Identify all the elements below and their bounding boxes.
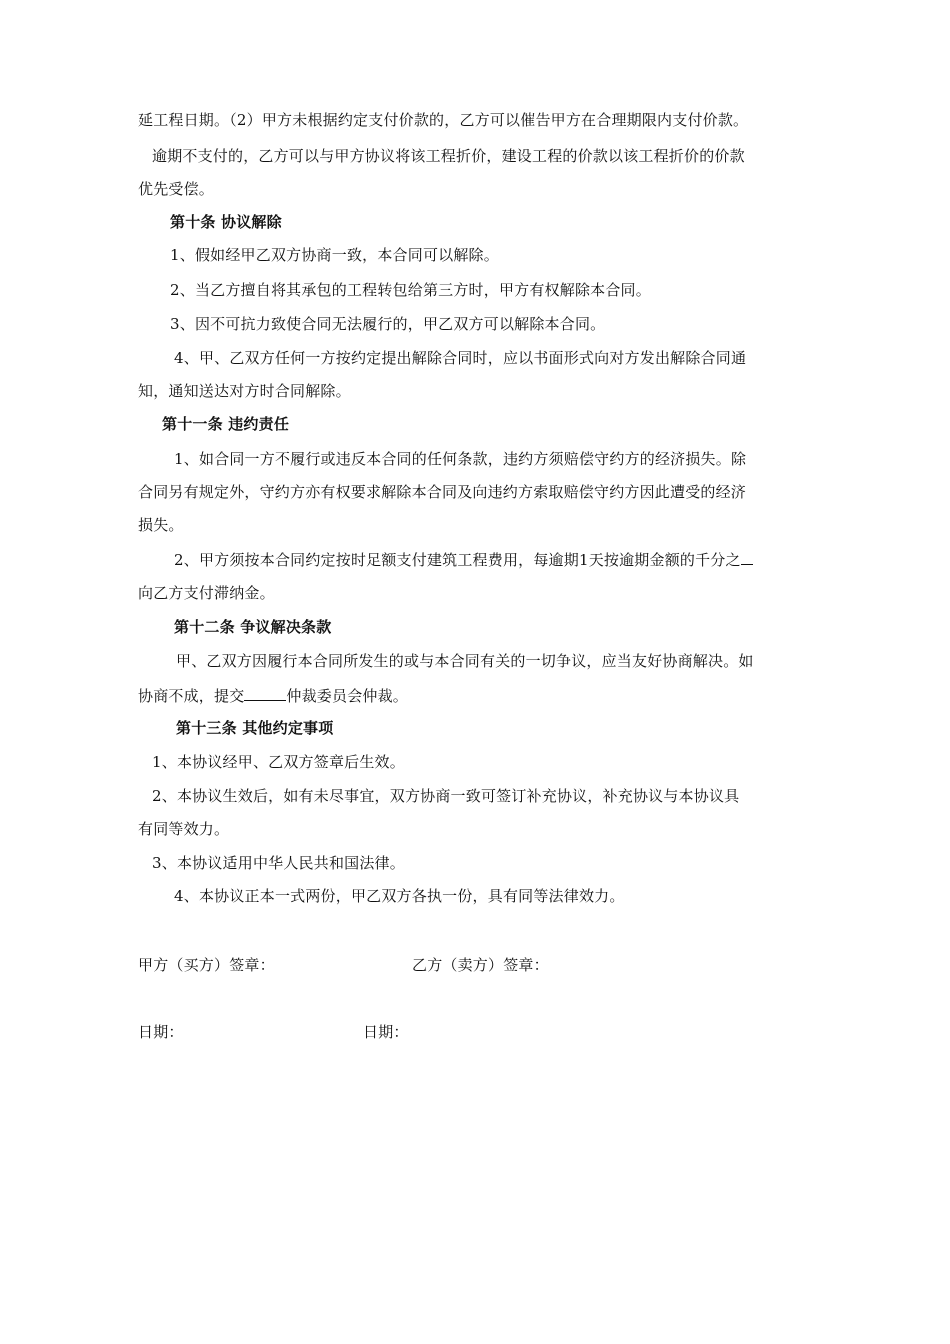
paragraph-line: 向乙方支付滞纳金。	[138, 584, 275, 602]
section-heading-13: 第十三条 其他约定事项	[176, 719, 334, 737]
clause-item: 1、假如经甲乙双方协商一致，本合同可以解除。	[170, 246, 499, 264]
paragraph-line: 逾期不支付的，乙方可以与甲方协议将该工程折价，建设工程的价款以该工程折价的价款	[152, 147, 745, 165]
party-a-date-label: 日期：	[138, 1023, 184, 1041]
arbitration-blank	[244, 685, 286, 701]
paragraph-line: 有同等效力。	[138, 820, 230, 838]
arbitration-text-end: 仲裁委员会仲裁。	[286, 687, 409, 705]
paragraph-line	[138, 685, 408, 706]
clause-text: 2、甲方须按本合同约定按时足额支付建筑工程费用，每逾期1天按逾期金额的千分之	[174, 551, 741, 569]
clause-item: 2、本协议生效后，如有未尽事宜，双方协商一致可签订补充协议，补充协议与本协议具	[152, 787, 740, 805]
clause-item	[174, 549, 753, 570]
arbitration-text-start: 协商不成，提交	[138, 687, 245, 705]
paragraph-line: 知，通知送达对方时合同解除。	[138, 382, 351, 400]
clause-item: 3、本协议适用中华人民共和国法律。	[152, 854, 405, 872]
clause-item: 1、如合同一方不履行或违反本合同的任何条款，违约方须赔偿守约方的经济损失。除	[174, 450, 747, 468]
party-b-signature-label: 乙方（卖方）签章：	[412, 956, 549, 974]
clause-item: 1、本协议经甲、乙双方签章后生效。	[152, 753, 405, 771]
paragraph-line: 损失。	[138, 516, 184, 534]
fill-in-blank	[741, 549, 753, 565]
section-heading-11: 第十一条 违约责任	[162, 415, 290, 433]
section-heading-12: 第十二条 争议解决条款	[174, 618, 332, 636]
paragraph-line: 延工程日期。（2）甲方未根据约定支付价款的，乙方可以催告甲方在合理期限内支付价款。	[138, 111, 749, 129]
party-a-signature-label: 甲方（买方）签章：	[138, 956, 275, 974]
clause-item: 4、甲、乙双方任何一方按约定提出解除合同时，应以书面形式向对方发出解除合同通	[174, 349, 747, 367]
section-heading-10: 第十条 协议解除	[170, 213, 282, 231]
paragraph-line: 合同另有规定外，守约方亦有权要求解除本合同及向违约方索取赔偿守约方因此遭受的经济	[138, 483, 747, 501]
party-b-date-label: 日期：	[363, 1023, 409, 1041]
clause-item: 2、当乙方擅自将其承包的工程转包给第三方时，甲方有权解除本合同。	[170, 281, 651, 299]
paragraph-line: 甲、乙双方因履行本合同所发生的或与本合同有关的一切争议，应当友好协商解决。如	[176, 652, 754, 670]
clause-item: 4、本协议正本一式两份，甲乙双方各执一份，具有同等法律效力。	[174, 887, 625, 905]
clause-item: 3、因不可抗力致使合同无法履行的，甲乙双方可以解除本合同。	[170, 315, 606, 333]
paragraph-line: 优先受偿。	[138, 180, 215, 198]
